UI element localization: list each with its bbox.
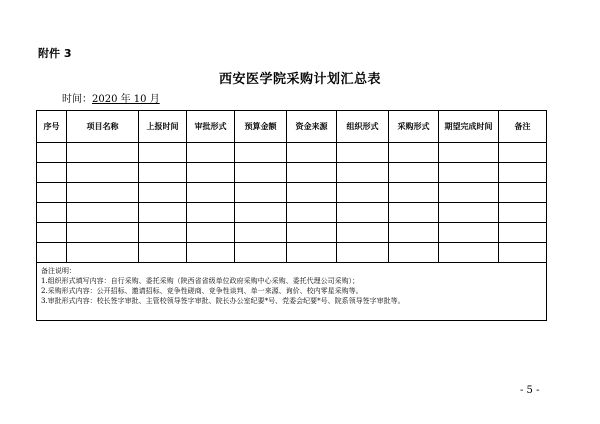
header-organization-form: 组织形式 xyxy=(337,111,389,143)
table-cell xyxy=(67,183,139,203)
table-cell xyxy=(287,143,337,163)
table-cell xyxy=(67,163,139,183)
notes-heading: 备注说明： xyxy=(41,267,76,275)
table-cell xyxy=(139,143,187,163)
table-cell xyxy=(187,243,235,263)
table-row xyxy=(37,223,547,243)
table-cell xyxy=(37,163,67,183)
table-cell xyxy=(187,223,235,243)
table-cell xyxy=(389,183,439,203)
header-report-time: 上报时间 xyxy=(139,111,187,143)
procurement-table xyxy=(36,110,547,321)
table-cell xyxy=(37,183,67,203)
table-cell xyxy=(499,203,547,223)
table-cell xyxy=(235,203,287,223)
table-cell xyxy=(187,183,235,203)
header-remarks: 备注 xyxy=(499,111,547,143)
table-cell xyxy=(235,163,287,183)
table-row xyxy=(37,203,547,223)
header-procurement-form: 采购形式 xyxy=(389,111,439,143)
document-title: 西安医学院采购计划汇总表 xyxy=(218,72,381,87)
table-row xyxy=(37,143,547,163)
notes-row xyxy=(37,263,547,321)
table-cell xyxy=(67,243,139,263)
table-cell xyxy=(439,163,499,183)
table-cell xyxy=(337,163,389,183)
table-cell xyxy=(337,183,389,203)
time-label: 时间： xyxy=(62,94,92,105)
table-row xyxy=(37,163,547,183)
attachment-label: 附件 3 xyxy=(38,47,72,60)
table-cell xyxy=(439,203,499,223)
notes-line-3: 3.审批形式内容：校长签字审批、主管校领导签字审批、院长办公室纪要*号、党委会纪要*号、院系领导签字审批等。 xyxy=(41,297,405,305)
table-cell xyxy=(37,223,67,243)
table-cell xyxy=(439,183,499,203)
table-cell xyxy=(499,163,547,183)
time-line xyxy=(62,90,160,105)
table-cell xyxy=(37,203,67,223)
table-cell xyxy=(439,243,499,263)
table-cell xyxy=(67,203,139,223)
table-cell xyxy=(187,203,235,223)
table-cell xyxy=(187,163,235,183)
table-cell xyxy=(139,223,187,243)
table-cell xyxy=(139,243,187,263)
table-cell xyxy=(139,163,187,183)
table-cell xyxy=(439,143,499,163)
table-cell xyxy=(337,143,389,163)
table-cell xyxy=(337,223,389,243)
header-fund-source: 资金来源 xyxy=(287,111,337,143)
table-row xyxy=(37,183,547,203)
header-index: 序号 xyxy=(37,111,67,143)
table-cell xyxy=(389,203,439,223)
table-cell xyxy=(235,143,287,163)
table-cell xyxy=(67,143,139,163)
table-cell xyxy=(287,183,337,203)
header-expected-completion: 期望完成时间 xyxy=(439,111,499,143)
table-cell xyxy=(139,183,187,203)
notes-line-2: 2.采购形式内容：公开招标、邀请招标、竞争性磋商、竞争性谈判、单一来源、询价、校内零星采购等。 xyxy=(41,287,363,295)
header-approval-form: 审批形式 xyxy=(187,111,235,143)
table-cell xyxy=(499,143,547,163)
table-cell xyxy=(37,143,67,163)
table-cell xyxy=(499,243,547,263)
table-row xyxy=(37,243,547,263)
header-row xyxy=(37,111,547,143)
time-value: 2020 年 10 月 xyxy=(92,94,160,105)
table-cell xyxy=(67,223,139,243)
notes-line-1: 1.组织形式填写内容：自行采购、委托采购（陕西省省级单位政府采购中心采购、委托代理公司采购）； xyxy=(41,277,360,285)
header-budget-amount: 预算金额 xyxy=(235,111,287,143)
table-cell xyxy=(337,243,389,263)
table-cell xyxy=(37,243,67,263)
table-cell xyxy=(235,243,287,263)
table-cell xyxy=(499,183,547,203)
notes-cell xyxy=(37,263,547,321)
table-cell xyxy=(287,163,337,183)
table-cell xyxy=(287,223,337,243)
table-cell xyxy=(337,203,389,223)
table-cell xyxy=(439,223,499,243)
table-cell xyxy=(287,203,337,223)
table-cell xyxy=(499,223,547,243)
table-cell xyxy=(139,203,187,223)
table-cell xyxy=(287,243,337,263)
table-cell xyxy=(389,243,439,263)
table-cell xyxy=(389,143,439,163)
table-cell xyxy=(389,163,439,183)
table-cell xyxy=(235,183,287,203)
table-cell xyxy=(389,223,439,243)
table-cell xyxy=(187,143,235,163)
header-project-name: 项目名称 xyxy=(67,111,139,143)
table-cell xyxy=(235,223,287,243)
page-number: - 5 - xyxy=(520,385,540,396)
